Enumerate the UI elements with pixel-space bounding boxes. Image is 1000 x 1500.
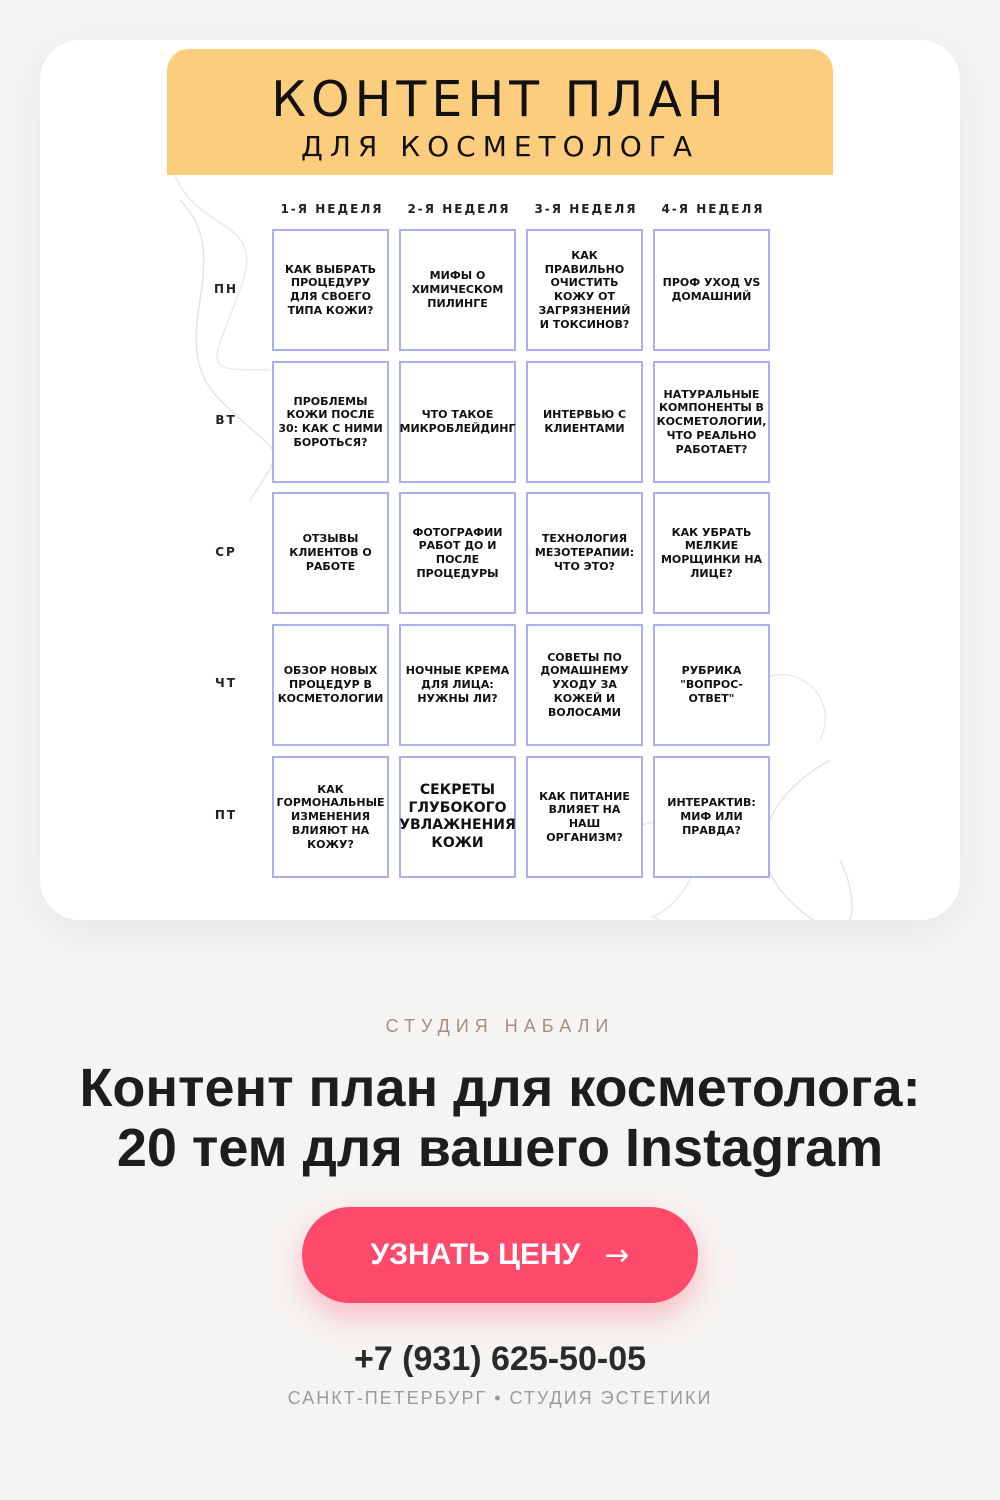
- get-price-button[interactable]: [302, 1207, 698, 1303]
- plan-cell: ФОТОГРАФИИ РАБОТ ДО И ПОСЛЕ ПРОЦЕДУРЫ: [399, 492, 516, 614]
- plan-cell: ПРОБЛЕМЫ КОЖИ ПОСЛЕ 30: КАК С НИМИ БОРОТЬСЯ?: [272, 361, 389, 483]
- plan-cell: КАК ГОРМОНАЛЬНЫЕ ИЗМЕНЕНИЯ ВЛИЯЮТ НА КОЖУ?: [272, 756, 389, 878]
- week-header: 2-Я НЕДЕЛЯ: [407, 202, 511, 216]
- plan-cell: СЕКРЕТЫ ГЛУБОКОГО УВЛАЖНЕНИЯ КОЖИ: [399, 756, 516, 878]
- studio-label: СТУДИЯ НАБАЛИ: [385, 1016, 615, 1036]
- get-price-label: УЗНАТЬ ЦЕНУ: [370, 1238, 581, 1271]
- day-label: ПН: [213, 282, 239, 296]
- headline-line: Контент план для косметолога:: [79, 1058, 921, 1118]
- week-header: 3-Я НЕДЕЛЯ: [534, 202, 638, 216]
- week-header: 1-Я НЕДЕЛЯ: [280, 202, 384, 216]
- plan-cell: СОВЕТЫ ПО ДОМАШНЕМУ УХОДУ ЗА КОЖЕЙ И ВОЛОСАМИ: [526, 624, 643, 746]
- plan-cell: ПРОФ УХОД VS ДОМАШНИЙ: [653, 229, 770, 351]
- day-label: СР: [215, 545, 237, 559]
- plan-cell: КАК ПИТАНИЕ ВЛИЯЕТ НА НАШ ОРГАНИЗМ?: [526, 756, 643, 878]
- plan-cell: КАК ВЫБРАТЬ ПРОЦЕДУРУ ДЛЯ СВОЕГО ТИПА КОЖИ?: [272, 229, 389, 351]
- plan-banner: [167, 49, 833, 175]
- plan-cell: КАК УБРАТЬ МЕЛКИЕ МОРЩИНКИ НА ЛИЦЕ?: [653, 492, 770, 614]
- headline-line: 20 тем для вашего Instagram: [116, 1118, 884, 1178]
- day-label: ПТ: [214, 808, 238, 822]
- plan-subtitle: ДЛЯ КОСМЕТОЛОГА: [300, 130, 700, 163]
- plan-cell: ИНТЕРАКТИВ: МИФ ИЛИ ПРАВДА?: [653, 756, 770, 878]
- arrow-right-icon: →: [604, 1237, 630, 1273]
- page-title: [20, 1058, 980, 1178]
- plan-cell: РУБРИКА "ВОПРОС-ОТВЕТ": [653, 624, 770, 746]
- plan-cell: ИНТЕРВЬЮ С КЛИЕНТАМИ: [526, 361, 643, 483]
- plan-cell: МИФЫ О ХИМИЧЕСКОМ ПИЛИНГЕ: [399, 229, 516, 351]
- day-label: ЧТ: [215, 676, 237, 690]
- content-plan-card: [40, 40, 960, 920]
- plan-title: КОНТЕНТ ПЛАН: [271, 71, 729, 128]
- week-header: 4-Я НЕДЕЛЯ: [661, 202, 765, 216]
- location-text: САНКТ-ПЕТЕРБУРГ • СТУДИЯ ЭСТЕТИКИ: [287, 1388, 713, 1408]
- plan-cell: ОТЗЫВЫ КЛИЕНТОВ О РАБОТЕ: [272, 492, 389, 614]
- plan-cell: НОЧНЫЕ КРЕМА ДЛЯ ЛИЦА: НУЖНЫ ЛИ?: [399, 624, 516, 746]
- plan-cell: ТЕХНОЛОГИЯ МЕЗОТЕРАПИИ: ЧТО ЭТО?: [526, 492, 643, 614]
- day-label: ВТ: [215, 413, 237, 427]
- plan-cell: ЧТО ТАКОЕ МИКРОБЛЕЙДИНГ: [399, 361, 516, 483]
- phone-number[interactable]: +7 (931) 625-50-05: [353, 1340, 647, 1378]
- plan-cell: ОБЗОР НОВЫХ ПРОЦЕДУР В КОСМЕТОЛОГИИ: [272, 624, 389, 746]
- plan-cell: НАТУРАЛЬНЫЕ КОМПОНЕНТЫ В КОСМЕТОЛОГИИ, ЧТО РЕАЛЬНО РАБОТАЕТ?: [653, 361, 770, 483]
- plan-cell: КАК ПРАВИЛЬНО ОЧИСТИТЬ КОЖУ ОТ ЗАГРЯЗНЕНИЙ И ТОКСИНОВ?: [526, 229, 643, 351]
